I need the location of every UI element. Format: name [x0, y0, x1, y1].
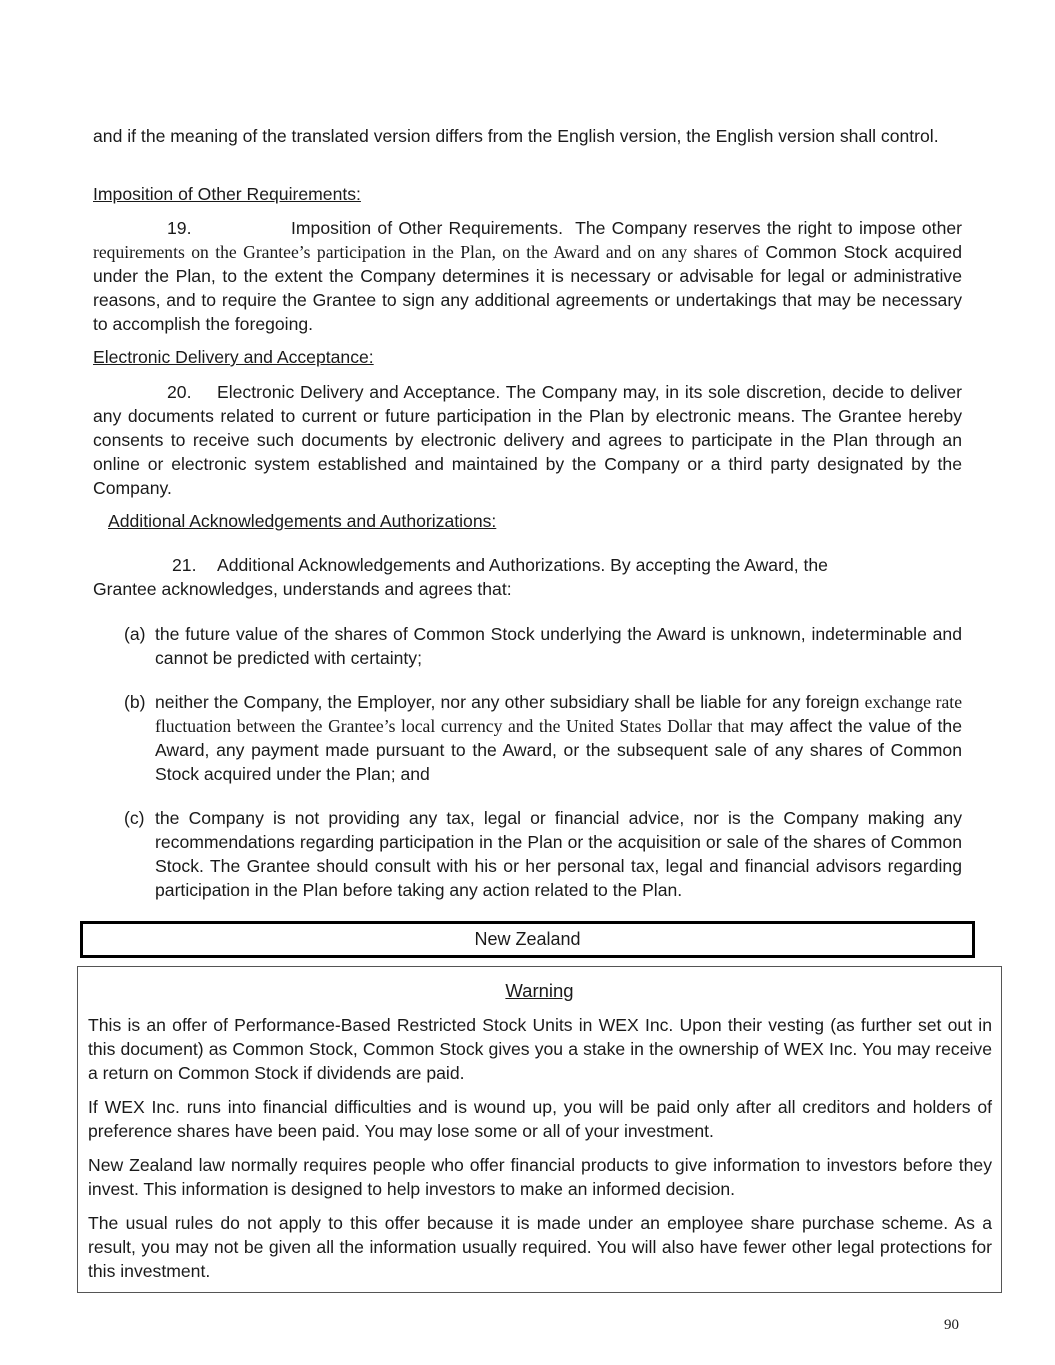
section-21-line-1: Additional Acknowledgements and Authorizations. By accepting the Award, the — [217, 555, 828, 575]
section-20-paragraph — [93, 380, 962, 500]
list-item-text: the future value of the shares of Common Stock underlying the Award is unknown, indeterminable and cannot be predicted with certainty; — [155, 624, 962, 668]
list-item-text — [155, 690, 962, 786]
warning-title: Warning — [505, 980, 574, 1001]
list-item-b-text-a: neither the Company, the Employer, nor any other subsidiary shall be liable for any foreign — [155, 692, 860, 712]
section-21-heading: Additional Acknowledgements and Authorizations: — [108, 511, 497, 531]
section-21-number: 21. — [172, 555, 197, 575]
country-header-new-zealand: New Zealand — [80, 921, 975, 958]
section-20-heading: Electronic Delivery and Acceptance: — [93, 347, 374, 367]
section-21-line-2: Grantee acknowledges, understands and agrees that: — [93, 579, 512, 599]
page-number: 90 — [944, 1317, 959, 1333]
section-19-heading: Imposition of Other Requirements: — [93, 184, 361, 204]
section-19-text-c: Common Stock acquired under the Plan, to the extent the Company determines it is necessary or advisable for legal or administrative reasons, and to require the Grantee to sign any additional agreements or undertakings that may be necessary to accomplish the foregoing. — [93, 242, 962, 334]
warning-paragraph: If WEX Inc. runs into financial difficulties and is wound up, you will be paid only after all creditors and holders of preference shares have been paid. You may lose some or all of your investment. — [88, 1097, 992, 1141]
list-item-label: (b) — [124, 692, 146, 712]
list-item-b-text-b: exchange rate fluctuation between the Grantee’s local currency and the United States Dollar that — [155, 692, 963, 736]
section-19-paragraph — [93, 216, 962, 336]
list-item-b-text-c: may affect the value of the Award, any payment made pursuant to the Award, or the subsequent sale of any shares of Common Stock acquired under the Plan; and — [155, 716, 963, 784]
section-20-text: Electronic Delivery and Acceptance. The Company may, in its sole discretion, decide to deliver any documents related to current or future participation in the Plan by electronic means. The Grantee hereby consents to receive such documents by electronic delivery and agrees to participate in the Plan through an online or electronic system established and maintained by the Company or a third party designated by the Company. — [93, 382, 962, 498]
section-21-intro — [93, 553, 962, 601]
warning-paragraph: The usual rules do not apply to this offer because it is made under an employee share purchase scheme. As a result, you may not be given all the information usually required. You will also have fewer other legal protections for this investment. — [88, 1213, 992, 1281]
warning-paragraph: This is an offer of Performance-Based Restricted Stock Units in WEX Inc. Upon their vesting (as further set out in this document) as Common Stock, Common Stock gives you a stake in the ownership of WEX Inc. You may receive a return on Common Stock if dividends are paid. — [88, 1015, 992, 1083]
section-19-number: 19. — [167, 218, 192, 238]
section-20-number: 20. — [167, 382, 192, 402]
list-item-label: (a) — [124, 624, 146, 644]
list-item-text: the Company is not providing any tax, legal or financial advice, nor is the Company making any recommendations regarding participation in the Plan or the acquisition or sale of the shares of Common Stock. The Grantee should consult with his or her personal tax, legal and financial advisors regarding participation in the Plan before taking any action related to the Plan. — [155, 808, 962, 900]
continued-paragraph: and if the meaning of the translated version differs from the English version, the English version shall control. — [93, 126, 939, 146]
warning-paragraph: New Zealand law normally requires people who offer financial products to give information to investors before they invest. This information is designed to help investors to make an informed decision. — [88, 1155, 992, 1199]
warning-box — [77, 966, 1002, 1293]
section-19-text-a: The Company reserves the right to impose other — [575, 218, 962, 238]
section-19-text-b: requirements on the Grantee’s participation in the Plan, on the Award and on any shares of — [93, 242, 759, 262]
list-item-label: (c) — [124, 808, 145, 828]
section-19-title: Imposition of Other Requirements. — [291, 218, 563, 238]
